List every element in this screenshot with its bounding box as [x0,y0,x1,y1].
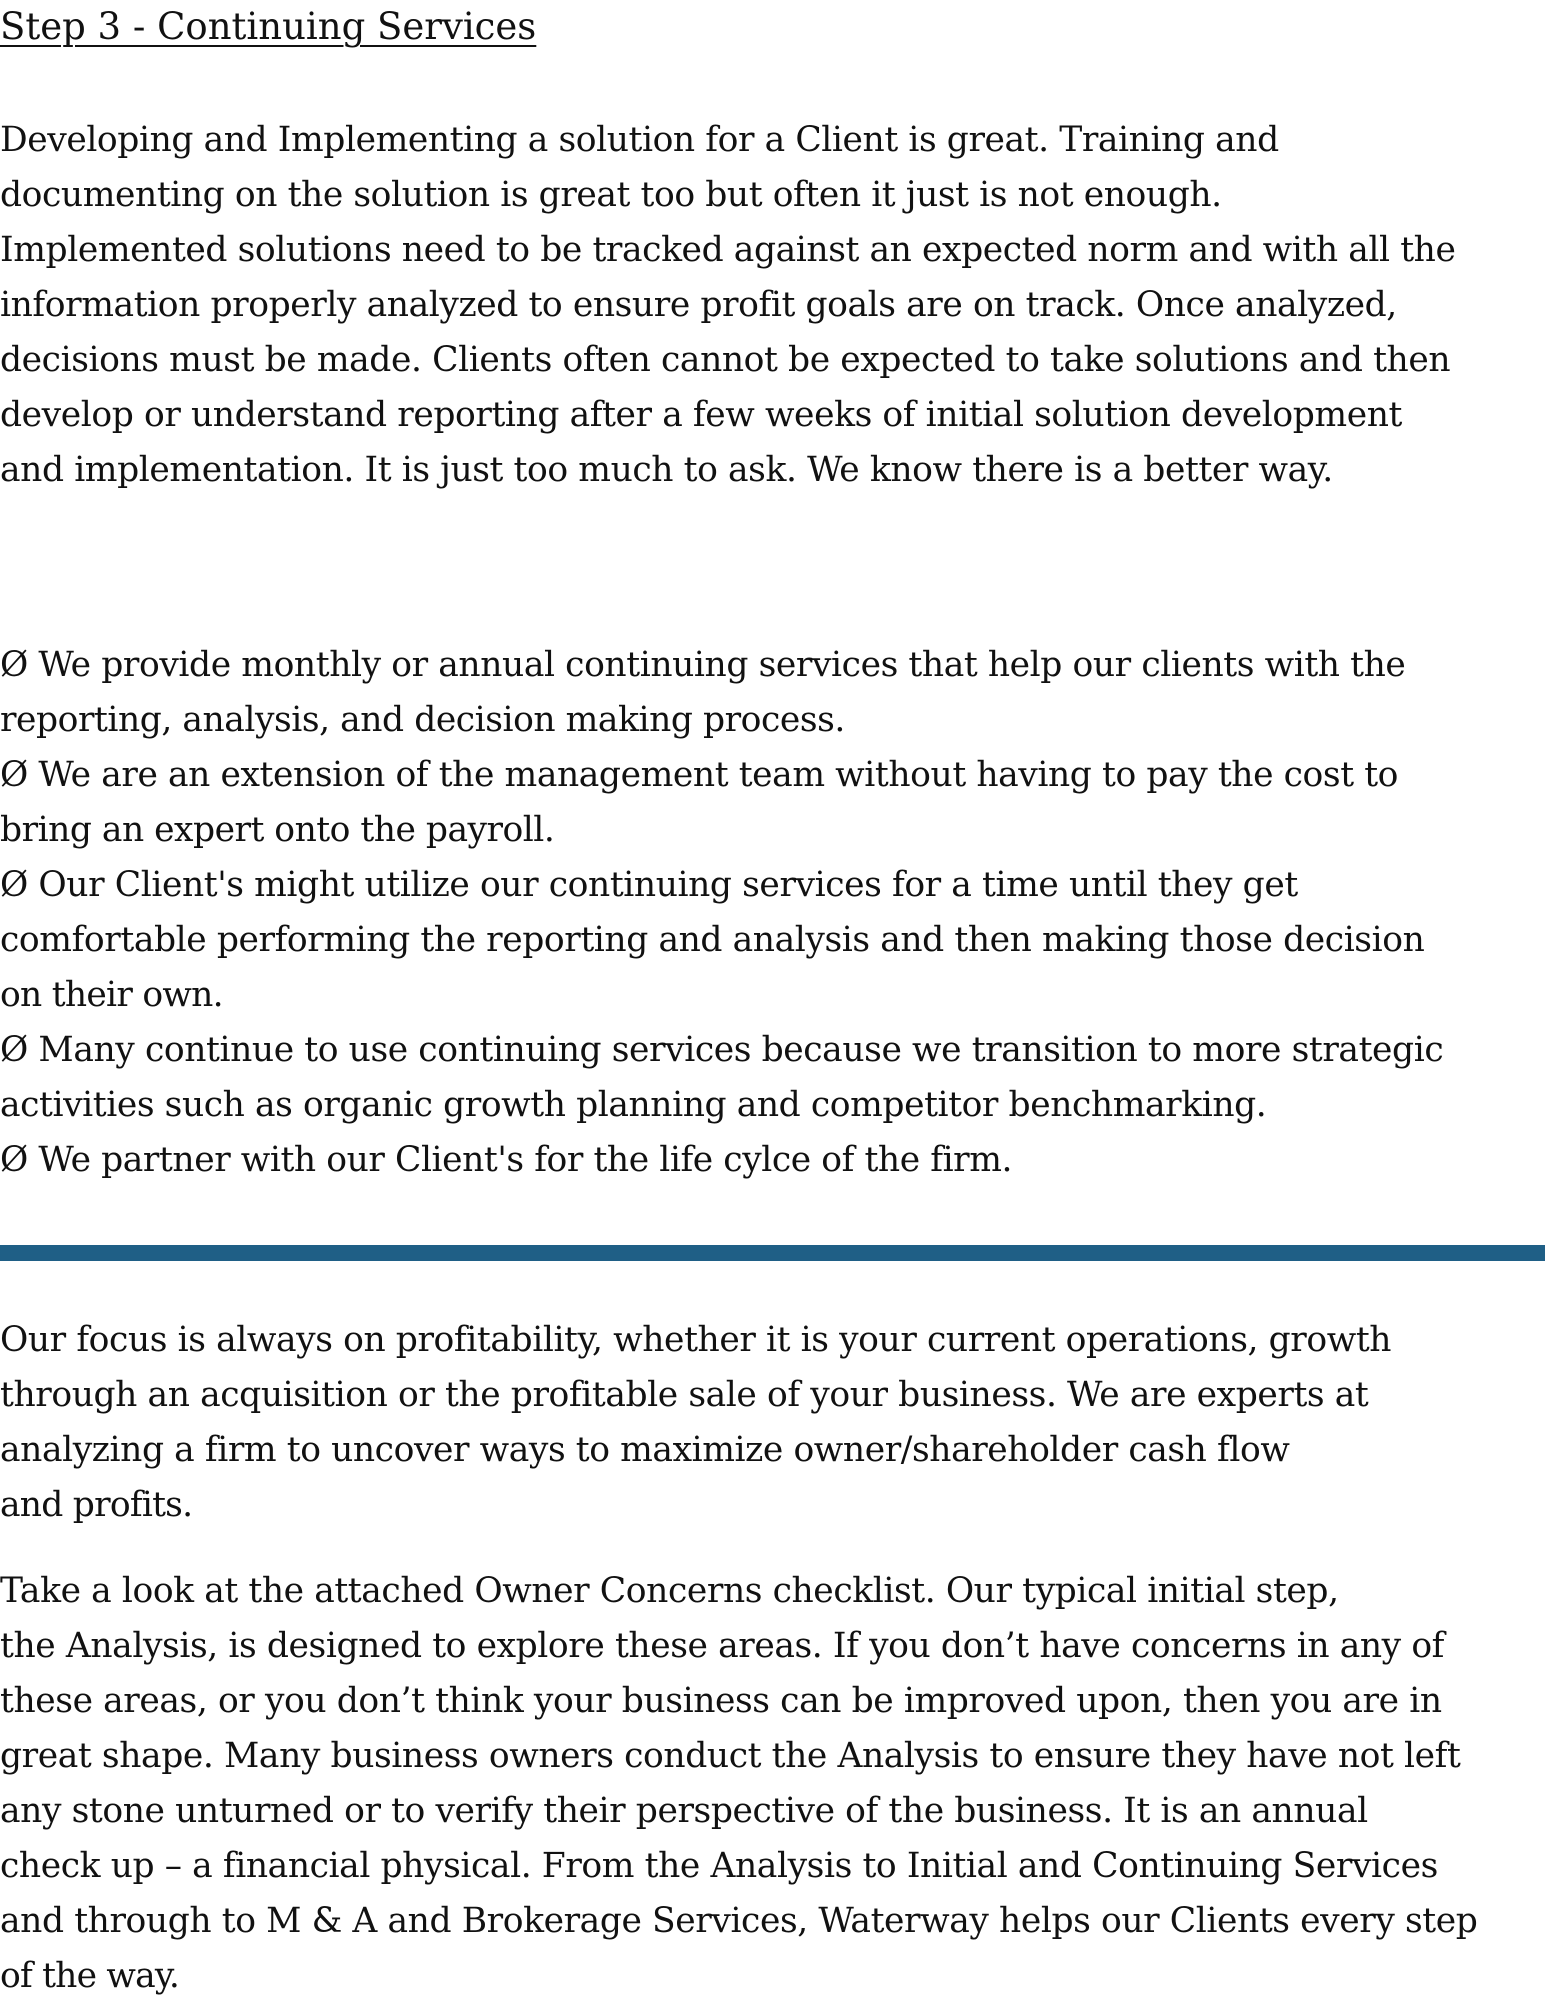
paragraph-line: Developing and Implementing a solution for a Client is great. Training and [0,120,1279,160]
section-heading: Step 3 - Continuing Services [0,5,537,48]
paragraph-line: information properly analyzed to ensure profit goals are on track. Once analyzed, [0,285,1397,325]
paragraph-line: through an acquisition or the profitable sale of your business. We are experts at [0,1375,1369,1415]
paragraph-line: any stone unturned or to verify their perspective of the business. It is an annual [0,1791,1368,1831]
intro-paragraph [0,113,1545,498]
bullet-line: Ø We partner with our Client's for the life cylce of the firm. [0,1140,1013,1180]
paragraph-line: Take a look at the attached Owner Concerns checklist. Our typical initial step, [0,1571,1339,1611]
bullet-line: activities such as organic growth planning and competitor benchmarking. [0,1085,1267,1125]
paragraph-line: decisions must be made. Clients often cannot be expected to take solutions and then [0,340,1451,380]
bullet-line: Ø We are an extension of the management team without having to pay the cost to [0,755,1399,795]
paragraph-line: develop or understand reporting after a few weeks of initial solution development [0,395,1403,435]
bullet-line: Ø Many continue to use continuing services because we transition to more strategic [0,1030,1444,1070]
checklist-paragraph [0,1564,1545,2004]
services-bullet-list [0,638,1545,1188]
bullet-line: reporting, analysis, and decision making process. [0,700,845,740]
bullet-line: comfortable performing the reporting and analysis and then making those decision [0,920,1425,960]
paragraph-line: and profits. [0,1485,193,1525]
paragraph-line: check up – a financial physical. From the Analysis to Initial and Continuing Services [0,1846,1438,1886]
paragraph-line: Our focus is always on profitability, whether it is your current operations, growth [0,1320,1392,1360]
paragraph-line: these areas, or you don’t think your business can be improved upon, then you are in [0,1681,1442,1721]
paragraph-line: and through to M & A and Brokerage Services, Waterway helps our Clients every step [0,1901,1478,1941]
section-divider [0,1245,1545,1261]
paragraph-line: great shape. Many business owners conduct the Analysis to ensure they have not left [0,1736,1461,1776]
paragraph-line: documenting on the solution is great too but often it just is not enough. [0,175,1222,215]
paragraph-line: Implemented solutions need to be tracked against an expected norm and with all the [0,230,1456,270]
paragraph-line: the Analysis, is designed to explore these areas. If you don’t have concerns in any of [0,1626,1445,1666]
paragraph-line: analyzing a firm to uncover ways to maximize owner/shareholder cash flow [0,1430,1290,1470]
bullet-line: on their own. [0,975,223,1015]
paragraph-line: and implementation. It is just too much to ask. We know there is a better way. [0,450,1333,490]
bullet-line: Ø We provide monthly or annual continuing services that help our clients with the [0,645,1406,685]
paragraph-line: of the way. [0,1956,180,1996]
bullet-line: bring an expert onto the payroll. [0,810,555,850]
bullet-line: Ø Our Client's might utilize our continuing services for a time until they get [0,865,1298,905]
focus-paragraph [0,1313,1545,1533]
